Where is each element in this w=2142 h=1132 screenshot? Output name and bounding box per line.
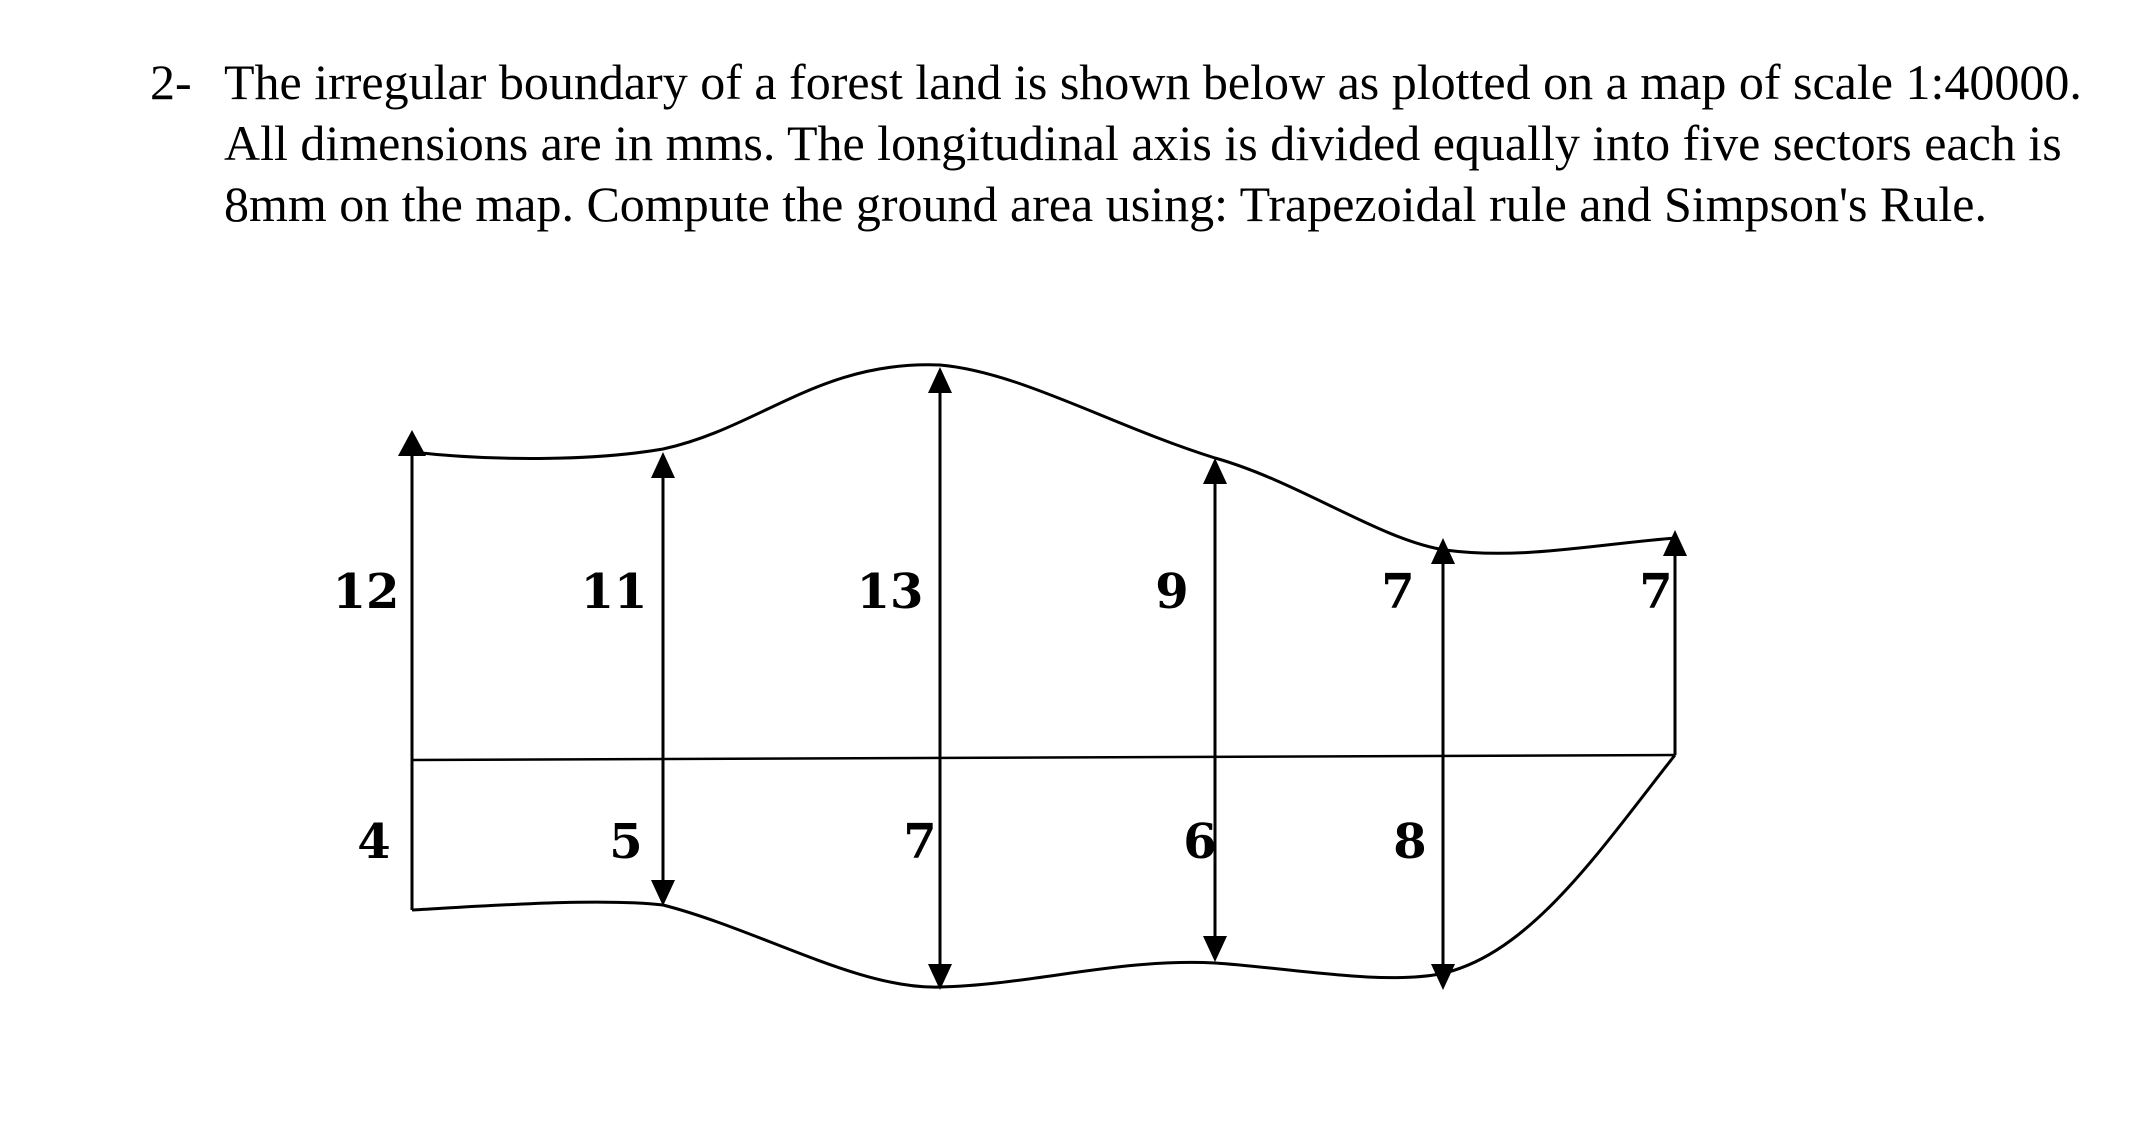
arrowhead-up-6 — [1663, 530, 1687, 556]
arrowhead-up-3 — [928, 367, 952, 393]
longitudinal-axis — [412, 755, 1675, 760]
arrowhead-up-1 — [398, 430, 426, 456]
lower-boundary-curve — [412, 755, 1675, 987]
offset-label-upper-1: 12 — [332, 564, 400, 620]
offset-label-lower-5: 8 — [1393, 814, 1427, 870]
offset-label-upper-5: 7 — [1381, 564, 1415, 620]
arrowhead-down-1 — [651, 880, 675, 906]
offset-label-upper-6: 7 — [1639, 564, 1673, 620]
offset-label-lower-1: 4 — [357, 814, 391, 870]
arrowhead-down-3 — [1203, 936, 1227, 962]
arrowhead-up-2 — [651, 452, 675, 478]
upper-boundary-curve — [412, 365, 1675, 554]
offset-label-upper-3: 13 — [856, 564, 924, 620]
offset-label-lower-3: 7 — [903, 814, 937, 870]
question-number: 2- — [150, 54, 192, 110]
question-text: The irregular boundary of a forest land is shown below as plotted on a map of scale 1:40000. All dimensions are in mms. The longitudinal axis is divided equally into five sectors each is 8mm on the map. Compute the ground area using: Trapezoidal rule and Simpson's Rule. — [224, 54, 2082, 232]
arrowhead-down-4 — [1431, 964, 1455, 990]
offset-label-upper-4: 9 — [1155, 564, 1189, 620]
offset-label-upper-2: 11 — [580, 564, 648, 620]
offset-label-lower-2: 5 — [609, 814, 643, 870]
offset-label-lower-4: 6 — [1183, 814, 1217, 870]
